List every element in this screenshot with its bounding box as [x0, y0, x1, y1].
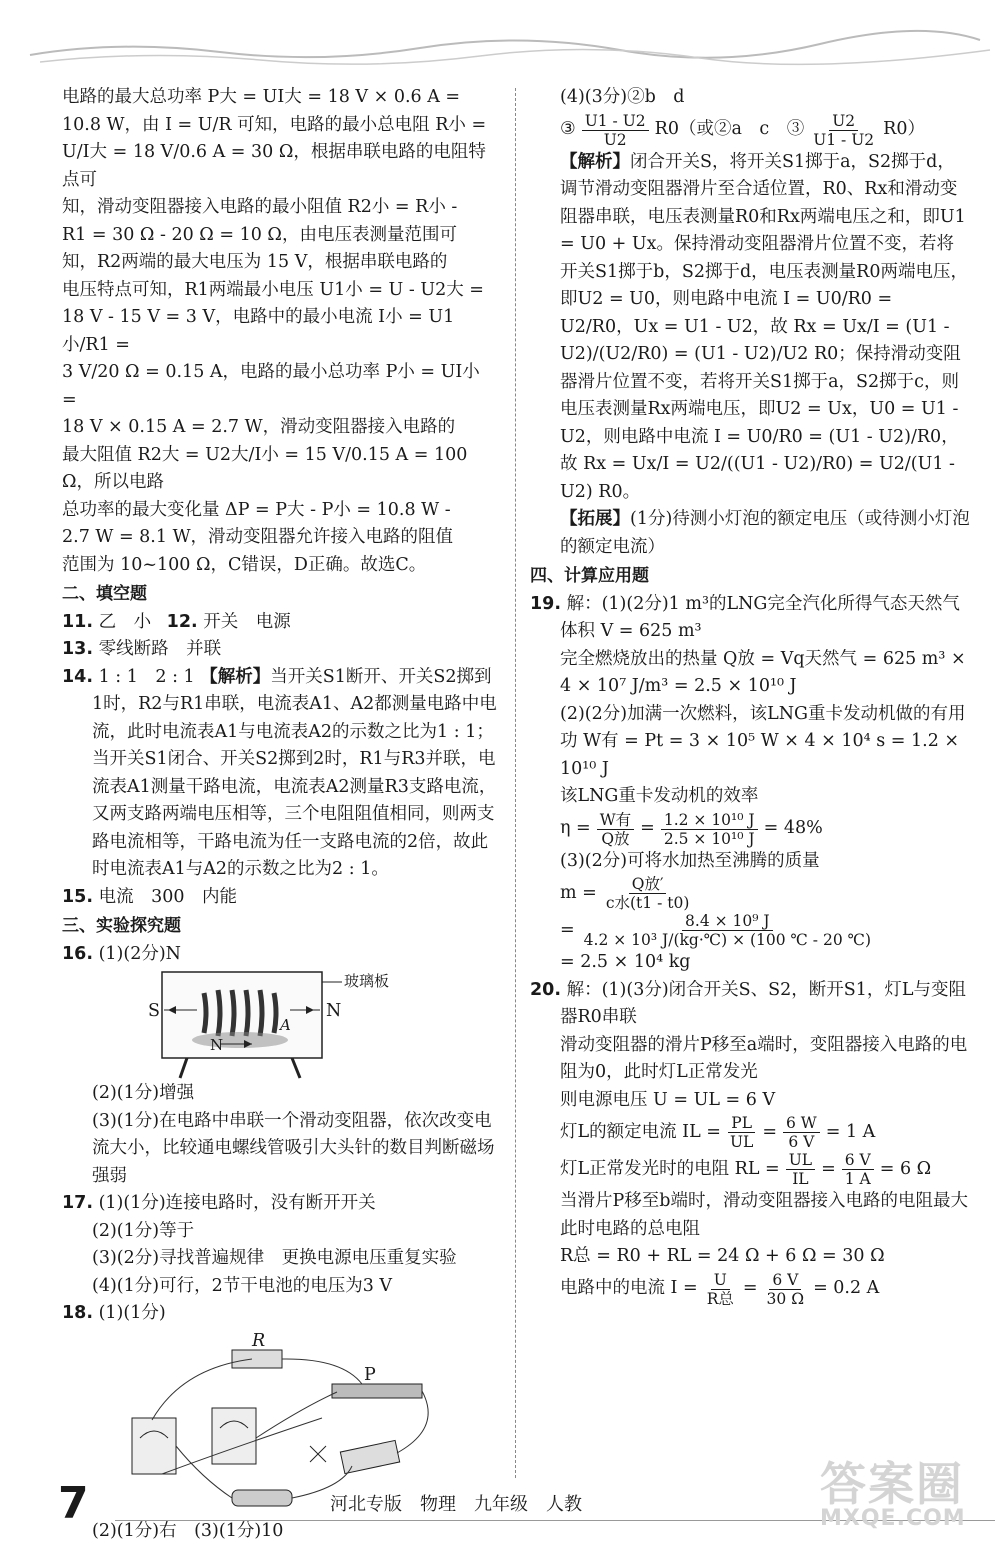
- formula-text: 灯L正常发光时的电阻 RL =: [560, 1156, 780, 1184]
- q19-efficiency-formula: η = $\frac{\text{W有}}{\text{Q放}}$ = $\frac{\text{1.2 × 10¹⁰ J}}{\text{2.5 × 10¹⁰ J}}$ = 48%: [530, 811, 970, 848]
- q18-part1: (1)(1分): [99, 1303, 166, 1323]
- q20-total-label: 此时电路的总电阻: [530, 1216, 970, 1244]
- q19-mass-result: = 2.5 × 10⁴ kg: [530, 949, 970, 977]
- fraction: [581, 912, 874, 949]
- q11-answer: 乙 小: [99, 612, 152, 632]
- q16-part3: (3)(1分)在电路中串联一个滑动变阻器，依次改变电流大小，比较通电螺线管吸引大头针的数目判断磁场强弱: [62, 1108, 500, 1191]
- watermark-text: 答案圈: [820, 1448, 966, 1514]
- q10-line: 电路的最大总功率 P大 = UI大 = 18 V × 0.6 A =: [62, 84, 500, 112]
- solenoid-label-s: S: [148, 998, 160, 1026]
- q20-rated-current: 灯L的额定电流 IL = $\frac{PL}{UL}$ = $\frac{6 W}{6 V}$ = 1 A: [530, 1114, 970, 1151]
- numerator: Q放′: [629, 875, 667, 894]
- q10-solution: [62, 84, 500, 579]
- q16-part2: (2)(1分)增强: [62, 1080, 500, 1108]
- numerator: PL: [728, 1114, 755, 1133]
- q18-part2-3: (2)(1分)右 (3)(1分)10: [62, 1518, 500, 1545]
- q19-work: (2)(2分)加满一次燃料，该LNG重卡发动机做的有用功 W有 = Pt = 3 × 10⁵ W × 4 × 10⁴ s = 1.2 × 10¹⁰ J: [530, 701, 970, 784]
- q18-extension: [530, 506, 970, 561]
- q19-number: 19.: [530, 594, 561, 614]
- denominator: 4.2 × 10³ J/(kg·℃) × (100 ℃ - 20 ℃): [581, 931, 874, 949]
- analysis-tag: 【解析】: [560, 152, 630, 172]
- q19-line1: [530, 591, 970, 646]
- q14-answer: 1 : 1 2 : 1: [99, 667, 195, 687]
- q10-line: 知，滑动变阻器接入电路的最小阻值 R2小 = R小 -: [62, 194, 500, 222]
- q18-analysis: [530, 149, 970, 507]
- q18-line1: [62, 1300, 500, 1328]
- q11-q12-answer: [62, 609, 500, 637]
- q10-line: 3 V/20 Ω = 0.15 A，电路的最小总功率 P小 = UI小 =: [62, 359, 500, 414]
- fraction: [661, 811, 758, 848]
- q16-part1: (1)(2分)N: [99, 944, 181, 964]
- fraction: [603, 875, 693, 912]
- q10-line: 18 V × 0.15 A = 2.7 W，滑动变阻器接入电路的: [62, 414, 500, 442]
- q20-total-resistance: R总 = R0 + RL = 24 Ω + 6 Ω = 30 Ω: [530, 1243, 970, 1271]
- circuit-figure: [112, 1328, 500, 1518]
- circuit-label-r: R: [252, 1328, 265, 1356]
- column-divider: [515, 88, 516, 1478]
- solenoid-figure: [142, 968, 500, 1080]
- formula-text: 电路中的电流 I =: [560, 1275, 698, 1303]
- formula-text: R0（或②a c ③: [655, 116, 805, 144]
- q18-number: 18.: [62, 1303, 93, 1323]
- q10-line: U/I大 = 18 V/0.6 A = 30 Ω，根据串联电路的电阻特点可: [62, 139, 500, 194]
- denominator: R总: [704, 1290, 737, 1308]
- numerator: UL: [786, 1151, 815, 1170]
- q13-answer-line: [62, 636, 500, 664]
- solenoid-label-n-bottom: N: [210, 1032, 223, 1060]
- q20-slider-b: 当滑片P移至b端时，滑动变阻器接入电路的电阻最大: [530, 1188, 970, 1216]
- fraction: [764, 1271, 808, 1308]
- q19-mass-substitution: = $\frac{\text{8.4 × 10⁹ J}}{\text{4.2 × 10³ J/(kg·℃) × (100 ℃ - 20 ℃)}}$: [530, 912, 970, 949]
- fraction: [810, 112, 877, 149]
- section-heading-calc: 四、计算应用题: [530, 563, 970, 591]
- q10-line: 18 V - 15 V = 3 V，电路中的最小电流 I小 = U1小/R1 =: [62, 304, 500, 359]
- formula-text: = 48%: [764, 815, 823, 843]
- q13-answer: 零线断路 并联: [99, 639, 222, 659]
- denominator: UL: [727, 1133, 756, 1151]
- denominator: U2: [601, 131, 630, 149]
- q17-part3: (3)(2分)寻找普遍规律 更换电源电压重复实验: [62, 1245, 500, 1273]
- q12-number: 12.: [167, 612, 198, 632]
- numerator: 1.2 × 10¹⁰ J: [661, 811, 758, 830]
- section-heading-experiment: 三、实验探究题: [62, 913, 500, 941]
- fraction: [727, 1114, 756, 1151]
- q14-answer-line: [62, 664, 500, 884]
- q10-line: 10.8 W，由 I = U/R 可知，电路的最小总电阻 R小 =: [62, 112, 500, 140]
- q19-part1: 解：(1)(2分)1 m³的LNG完全汽化所得气态天然气体积 V = 625 m³: [560, 594, 960, 642]
- q10-line: 知，R2两端的最大电压为 15 V，根据串联电路的: [62, 249, 500, 277]
- q19-mass-formula: [530, 875, 970, 912]
- q15-number: 15.: [62, 887, 93, 907]
- formula-text: = 6 Ω: [880, 1156, 931, 1184]
- q10-line: 最大阻值 R2大 = U2大/I小 = 15 V/0.15 A = 100 Ω，所以电路: [62, 442, 500, 497]
- q10-line: R1 = 30 Ω - 20 Ω = 10 Ω，由电压表测量范围可: [62, 222, 500, 250]
- q19-part3: (3)(2分)可将水加热至沸腾的质量: [530, 848, 970, 876]
- q19-efficiency-label: 该LNG重卡发动机的效率: [530, 783, 970, 811]
- formula-text: m =: [560, 880, 597, 908]
- extension-text: (1分)待测小灯泡的额定电压（或待测小灯泡的额定电流）: [560, 509, 970, 557]
- denominator: 6 V: [785, 1133, 817, 1151]
- footer-info: 河北专版 物理 九年级 人教: [330, 1490, 582, 1516]
- denominator: c水(t1 - t0): [603, 894, 693, 912]
- left-column: [62, 84, 500, 1545]
- fraction: [842, 1151, 874, 1188]
- solenoid-label-n-right: N: [326, 998, 341, 1026]
- q11-number: 11.: [62, 612, 93, 632]
- q12-answer: 开关 电源: [203, 612, 291, 632]
- denominator: Q放: [598, 830, 632, 848]
- denominator: 30 Ω: [764, 1290, 808, 1308]
- numerator: 8.4 × 10⁹ J: [682, 912, 773, 931]
- fraction: [582, 112, 649, 149]
- q20-slider-a: 滑动变阻器的滑片P移至a端时，变阻器接入电路的电阻为0，此时灯L正常发光: [530, 1032, 970, 1087]
- fraction: [786, 1151, 815, 1188]
- formula-text: 灯L的额定电流 IL =: [560, 1119, 721, 1147]
- section-heading-fill: 二、填空题: [62, 581, 500, 609]
- numerator: U1 - U2: [582, 112, 649, 131]
- watermark-url: MXQE.COM: [820, 1506, 966, 1531]
- q19-heat: 完全燃烧放出的热量 Q放 = Vq天然气 = 625 m³ × 4 × 10⁷ J/m³ = 2.5 × 10¹⁰ J: [530, 646, 970, 701]
- numerator: W有: [597, 811, 634, 830]
- circuit-label-p: P: [364, 1362, 376, 1390]
- q10-line: 总功率的最大变化量 ΔP = P大 - P小 = 10.8 W -: [62, 497, 500, 525]
- q20-current: 电路中的电流 I = $\frac{U}{\text{R总}}$ = $\frac{6 V}{30 \Omega}$ = 0.2 A: [530, 1271, 970, 1308]
- q18-part4: (4)(3分)②b d: [530, 84, 970, 112]
- q17-part1: (1)(1分)连接电路时，没有断开开关: [99, 1193, 376, 1213]
- right-column: [530, 84, 970, 1308]
- q16-line1: [62, 941, 500, 969]
- fraction: [597, 811, 634, 848]
- q15-answer: 电流 300 内能: [99, 887, 237, 907]
- watermark-logo: [820, 1448, 966, 1531]
- glass-plate-label: 玻璃板: [344, 968, 389, 996]
- q14-analysis: 当开关S1断开、开关S2掷到1时，R2与R1串联，电流表A1、A2都测量电路中电流，此时电流表A1与电流表A2的示数之比为1 : 1；当开关S1闭合、开关S2掷到2时，R1与R3并联，电流表A1测量干路电流，电流表A2测量R3支路电流，又两支路两端电压相等，三个电阻阻值相同，则两支路电流相等，干路电流为任一支路电流的2倍，故此时电流表A1与A2的示数之比为2 : 1。: [92, 667, 497, 880]
- q20-voltage: 则电源电压 U = UL = 6 V: [530, 1087, 970, 1115]
- numerator: 6 V: [842, 1151, 874, 1170]
- analysis-text: 闭合开关S，将开关S1掷于a，S2掷于d，调节滑动变阻器滑片至合适位置，R0、Rx和滑动变阻器串联，电压表测量R0和Rx两端电压之和，即U1 = U0 + Ux。保持滑动变阻器滑片位置不变，若将开关S1掷于b，S2掷于d，电压表测量R0两端电压，即U2 = U0，则电路中电流 I = U0/R0 = U2/R0，Ux = U1 - U2，故 Rx = Ux/I = (U1 - U2)/(U2/R0) = (U1 - U2)/U2 R0；保持滑动变阻器滑片位置不变，若将开关S1掷于a，S2掷于c，则电压表测量Rx两端电压，即U2 = Ux，U0 = U1 - U2，则电路中电流 I = U0/R0 = (U1 - U2)/R0，故 Rx = Ux/I = U2/((U1 - U2)/R0) = U2/(U1 - U2) R0。: [560, 152, 968, 502]
- circuit-diagram: [112, 1328, 452, 1518]
- q10-line: 电压特点可知，R1两端最小电压 U1小 = U - U2大 =: [62, 277, 500, 305]
- q20-number: 20.: [530, 980, 561, 1000]
- q20-line1: [530, 977, 970, 1032]
- denominator: U1 - U2: [810, 131, 877, 149]
- numerator: 6 V: [769, 1271, 801, 1290]
- formula-text: R0）: [883, 116, 925, 144]
- q18-part4-formula: [530, 112, 970, 149]
- numerator: U: [711, 1271, 730, 1290]
- top-wave-decoration: [0, 0, 1007, 80]
- formula-text: = 1 A: [826, 1119, 876, 1147]
- formula-text: = 0.2 A: [813, 1275, 879, 1303]
- q10-line: 2.7 W = 8.1 W，滑动变阻器允许接入电路的阻值: [62, 524, 500, 552]
- q17-number: 17.: [62, 1193, 93, 1213]
- circled-3: ③: [560, 116, 576, 144]
- q14-analysis-tag: 【解析】: [200, 667, 270, 687]
- q16-number: 16.: [62, 944, 93, 964]
- formula-text: η =: [560, 815, 591, 843]
- q15-answer-line: [62, 884, 500, 912]
- q17-line1: [62, 1190, 500, 1218]
- q14-number: 14.: [62, 667, 93, 687]
- fraction: [704, 1271, 737, 1308]
- q20-part1: 解：(1)(3分)闭合开关S、S2，断开S1，灯L与变阻器R0串联: [560, 980, 966, 1028]
- q17-part4: (4)(1分)可行，2节干电池的电压为3 V: [62, 1273, 500, 1301]
- q10-line: 范围为 10~100 Ω，C错误，D正确。故选C。: [62, 552, 500, 580]
- fraction: [783, 1114, 820, 1151]
- q13-number: 13.: [62, 639, 93, 659]
- denominator: 2.5 × 10¹⁰ J: [661, 830, 758, 848]
- numerator: 6 W: [783, 1114, 820, 1133]
- page-number: 7: [58, 1478, 89, 1529]
- extension-tag: 【拓展】: [560, 509, 630, 529]
- q17-part2: (2)(1分)等于: [62, 1218, 500, 1246]
- q20-lamp-resistance: 灯L正常发光时的电阻 RL = $\frac{UL}{IL}$ = $\frac{6 V}{1 A}$ = 6 Ω: [530, 1151, 970, 1188]
- denominator: IL: [789, 1170, 811, 1188]
- numerator: U2: [829, 112, 858, 131]
- denominator: 1 A: [842, 1170, 874, 1188]
- solenoid-label-a: A: [280, 1012, 291, 1040]
